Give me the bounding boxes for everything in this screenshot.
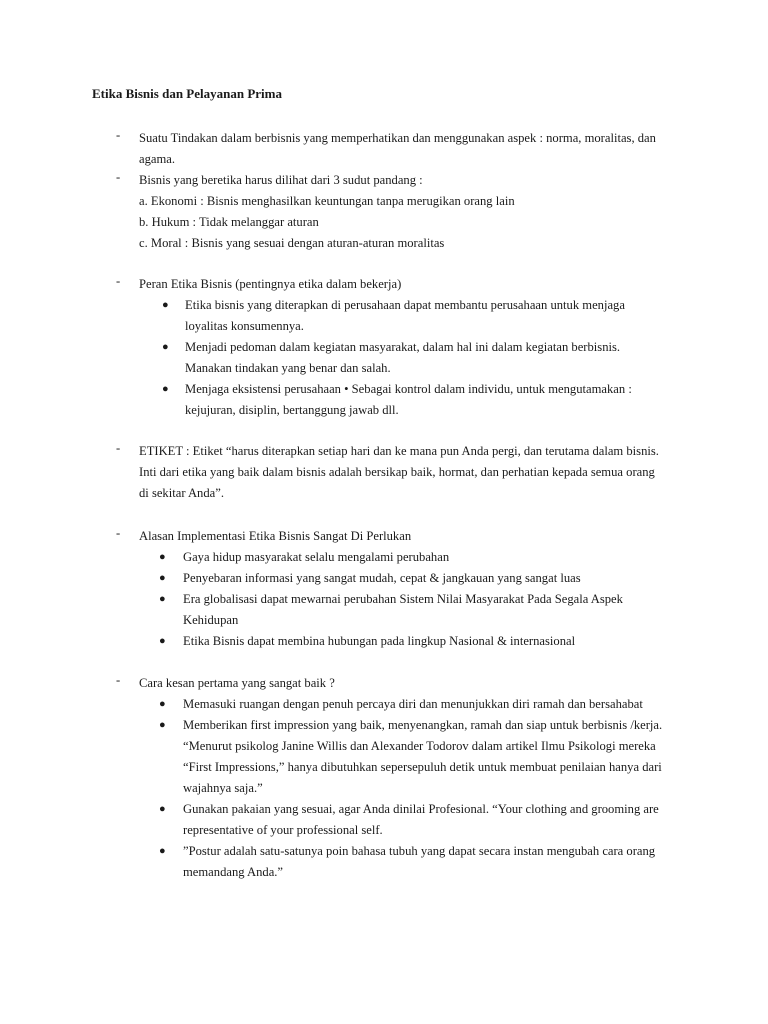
- list-item-line: “First Impressions,” hanya dibutuhkan sepersepuluh detik untuk membuat penilaian hanya dari: [183, 760, 662, 774]
- list-item-line: “Menurut psikolog Janine Willis dan Alexander Todorov dalam artikel Ilmu Psikologi mereka: [183, 739, 656, 753]
- list-item-text: [183, 547, 449, 568]
- role-lead: Peran Etika Bisnis (pentingnya etika dalam bekerja): [139, 277, 402, 291]
- list-item-line: wajahnya saja.”: [183, 781, 263, 795]
- list-item-text: [183, 715, 662, 799]
- dash-marker: -: [116, 441, 121, 455]
- list-item-line: representative of your professional self.: [183, 823, 383, 837]
- list-item-text: [185, 379, 632, 421]
- list-item-text: [183, 568, 581, 589]
- dash-marker: -: [116, 274, 121, 288]
- list-item-line: ”Postur adalah satu-satunya poin bahasa tubuh yang dapat secara instan mengubah cara orang: [183, 844, 656, 858]
- viewpoint-economy: a. Ekonomi : Bisnis menghasilkan keuntungan tanpa merugikan orang lain: [139, 194, 515, 208]
- etiket-line-2: Inti dari etika yang baik dalam bisnis adalah bersikap baik, hormat, dan perhatian kepada semua orang: [139, 465, 655, 479]
- dash-marker: -: [116, 128, 121, 142]
- viewpoints-lead: Bisnis yang beretika harus dilihat dari 3 sudut pandang :: [139, 173, 423, 187]
- list-item-line: kejujuran, disiplin, bertanggung jawab dll.: [185, 403, 399, 417]
- bullet-icon: ●: [162, 383, 169, 395]
- viewpoint-moral: c. Moral : Bisnis yang sesuai dengan aturan-aturan moralitas: [139, 236, 445, 250]
- list-item-line: Gunakan pakaian yang sesuai, agar Anda dinilai Profesional. “Your clothing and grooming are: [183, 802, 659, 816]
- bullet-icon: ●: [159, 803, 166, 815]
- list-item-text: [183, 841, 655, 883]
- first-impression-lead: Cara kesan pertama yang sangat baik ?: [139, 676, 335, 690]
- list-item-text: [183, 799, 659, 841]
- dash-marker: -: [116, 170, 121, 184]
- list-item-line: Menjaga eksistensi perusahaan • Sebagai kontrol dalam individu, untuk mengutamakan :: [185, 382, 632, 396]
- list-item-line: memandang Anda.”: [183, 865, 284, 879]
- list-item-line: Memasuki ruangan dengan penuh percaya diri dan menunjukkan diri ramah dan bersahabat: [183, 697, 643, 711]
- dash-marker: -: [116, 673, 121, 687]
- bullet-icon: ●: [159, 719, 166, 731]
- list-item-line: Era globalisasi dapat mewarnai perubahan Sistem Nilai Masyarakat Pada Segala Aspek: [183, 592, 623, 606]
- list-item-text: [185, 295, 625, 337]
- reasons-lead: Alasan Implementasi Etika Bisnis Sangat Di Perlukan: [139, 529, 412, 543]
- bullet-icon: ●: [159, 551, 166, 563]
- list-item-line: Manakan tindakan yang benar dan salah.: [185, 361, 391, 375]
- list-item-line: Penyebaran informasi yang sangat mudah, cepat & jangkauan yang sangat luas: [183, 571, 581, 585]
- list-item-text: [183, 694, 643, 715]
- viewpoint-law: b. Hukum : Tidak melanggar aturan: [139, 215, 319, 229]
- list-item-line: Etika bisnis yang diterapkan di perusahaan dapat membantu perusahaan untuk menjaga: [185, 298, 625, 312]
- bullet-icon: ●: [159, 572, 166, 584]
- bullet-icon: ●: [159, 845, 166, 857]
- list-item-line: Etika Bisnis dapat membina hubungan pada lingkup Nasional & internasional: [183, 634, 576, 648]
- list-item-line: Menjadi pedoman dalam kegiatan masyarakat, dalam hal ini dalam kegiatan berbisnis.: [185, 340, 621, 354]
- list-item-text: [185, 337, 620, 379]
- etiket-text: [139, 441, 674, 504]
- list-item-text: [183, 631, 575, 652]
- list-item-text: [183, 589, 623, 631]
- list-item-line: Memberikan first impression yang baik, menyenangkan, ramah dan siap untuk berbisnis /kerja.: [183, 718, 663, 732]
- definition-line-2: agama.: [139, 152, 176, 166]
- definition-line-1: Suatu Tindakan dalam berbisnis yang memperhatikan dan menggunakan aspek : norma, moralitas, dan: [139, 131, 656, 145]
- bullet-icon: ●: [159, 635, 166, 647]
- list-item-line: Kehidupan: [183, 613, 239, 627]
- definition-text: [139, 128, 674, 170]
- bullet-icon: ●: [159, 593, 166, 605]
- etiket-line-3: di sekitar Anda”.: [139, 486, 224, 500]
- list-item-line: loyalitas konsumennya.: [185, 319, 304, 333]
- list-item-line: Gaya hidup masyarakat selalu mengalami perubahan: [183, 550, 450, 564]
- dash-marker: -: [116, 526, 121, 540]
- bullet-icon: ●: [162, 341, 169, 353]
- document-title: Etika Bisnis dan Pelayanan Prima: [92, 86, 282, 101]
- etiket-line-1: ETIKET : Etiket “harus diterapkan setiap hari dan ke mana pun Anda pergi, dan terutama dalam bisnis.: [139, 444, 659, 458]
- bullet-icon: ●: [159, 698, 166, 710]
- bullet-icon: ●: [162, 299, 169, 311]
